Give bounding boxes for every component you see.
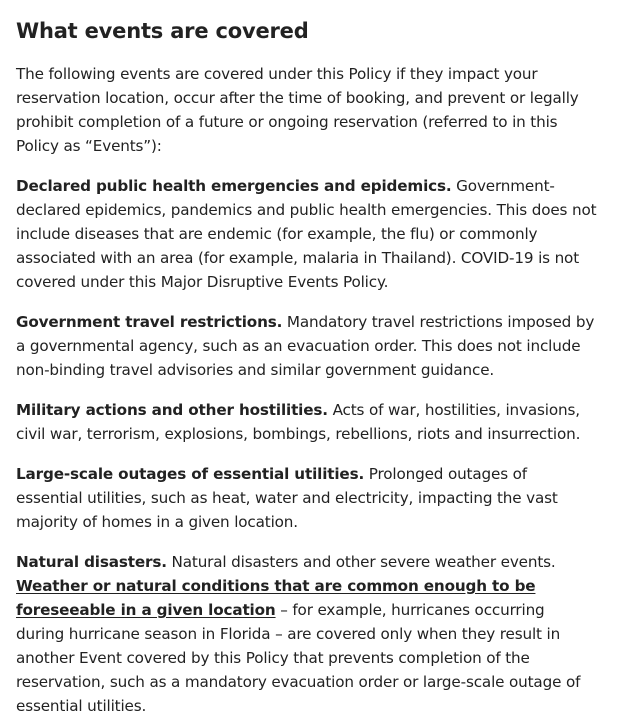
event-item-travel-restrictions	[16, 310, 597, 382]
event-item-utility-outages	[16, 462, 597, 534]
event-description: Natural disasters and other severe weather events.	[166, 553, 556, 571]
event-description: Government-declared epidemics, pandemics and public health emergencies. This does not include diseases that are endemic (for example, the flu) or commonly associated with an area (for example, malaria in Thailand). COVID-19 is not covered under this Major Disruptive Events Policy.	[16, 177, 597, 291]
event-description: Prolonged outages of essential utilities, such as heat, water and electricity, impacting the vast majority of homes in a given location.	[16, 465, 558, 531]
foreseeable-conditions-link[interactable]: Weather or natural conditions that are common enough to be foreseeable in a given location	[16, 577, 536, 619]
event-description-continued: – for example, hurricanes occurring during hurricane season in Florida – are covered only when they result in another Event covered by this Policy that prevents completion of the reservation, such as a mandatory evacuation order or large-scale outage of essential utilities.	[16, 601, 581, 715]
event-item-public-health	[16, 174, 597, 294]
event-heading: Government travel restrictions.	[16, 313, 283, 331]
event-heading: Declared public health emergencies and epidemics.	[16, 177, 452, 195]
event-description: Mandatory travel restrictions imposed by a governmental agency, such as an evacuation order. This does not include non-binding travel advisories and similar government guidance.	[16, 313, 595, 379]
event-item-military-actions	[16, 398, 597, 446]
event-description: Acts of war, hostilities, invasions, civil war, terrorism, explosions, bombings, rebellions, riots and insurrection.	[16, 401, 581, 443]
intro-paragraph: The following events are covered under this Policy if they impact your reservation location, occur after the time of booking, and prevent or legally prohibit completion of a future or ongoing reservation (referred to in this Policy as “Events”):	[16, 65, 579, 155]
event-heading: Large-scale outages of essential utilities.	[16, 465, 365, 483]
event-heading: Military actions and other hostilities.	[16, 401, 328, 419]
event-heading: Natural disasters.	[16, 553, 167, 571]
event-item-natural-disasters	[16, 550, 597, 718]
section-title: What events are covered	[16, 19, 309, 43]
